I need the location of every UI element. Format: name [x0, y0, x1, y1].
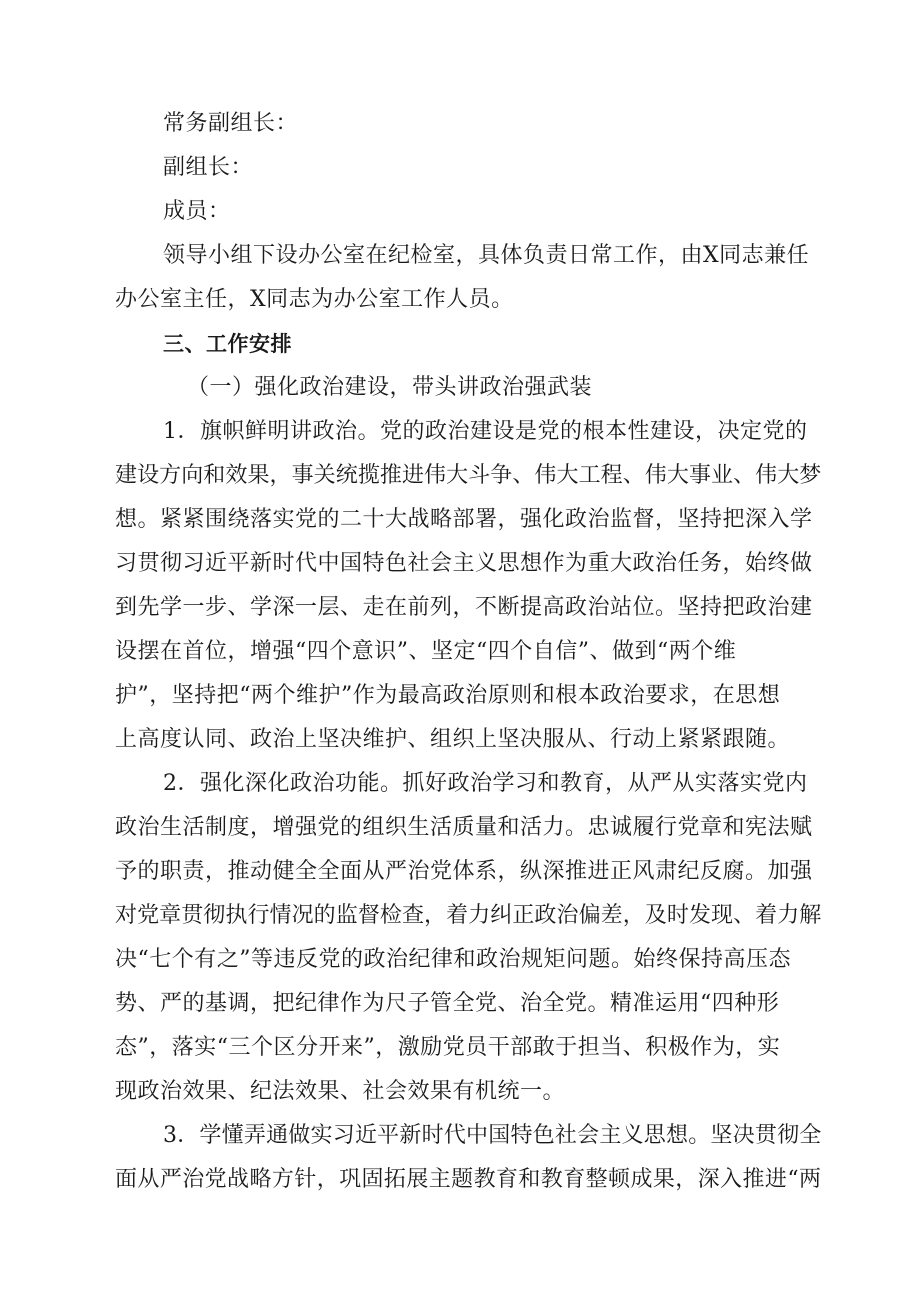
paragraph-1	[115, 410, 823, 762]
paragraph-line: 领导小组下设办公室在纪检室，具体负责日常工作，由X同志兼任	[163, 243, 810, 268]
paragraph-line: 2．强化深化政治功能。抓好政治学习和教育，从严从实落实党内	[163, 771, 808, 796]
paragraph-line: 政治生活制度，增强党的组织生活质量和活力。忠诚履行党章和宪法赋	[115, 815, 813, 840]
paragraph-3	[115, 1114, 823, 1202]
paragraph-line: 上高度认同、政治上坚决维护、组织上坚决服从、行动上紧紧跟随。	[115, 727, 791, 752]
paragraph-line: 3．学懂弄通做实习近平新时代中国特色社会主义思想。坚决贯彻全	[163, 1123, 822, 1148]
paragraph-line: 势、严的基调，把纪律作为尺子管全党、治全党。精准运用“四种形	[115, 991, 780, 1016]
paragraph-line: 设摆在首位，增强“四个意识”、坚定“四个自信”、做到“两个维	[115, 639, 737, 664]
paragraph-line: 面从严治党战略方针，巩固拓展主题教育和教育整顿成果，深入推进“两	[115, 1167, 822, 1192]
office-paragraph	[115, 234, 823, 322]
paragraph-line: 对党章贯彻执行情况的监督检查，着力纠正政治偏差，及时发现、着力解	[115, 903, 822, 928]
paragraph-line: 决“七个有之”等违反党的政治纪律和政治规矩问题。始终保持高压态	[115, 947, 791, 972]
vice-leader-executive-line: 常务副组长：	[163, 111, 299, 136]
members-line: 成员：	[163, 199, 231, 224]
paragraph-line: 1．旗帜鲜明讲政治。党的政治建设是党的根本性建设，决定党的	[163, 419, 808, 444]
paragraph-line: 现政治效果、纪法效果、社会效果有机统一。	[115, 1079, 566, 1104]
vice-leader-line: 副组长：	[163, 155, 254, 180]
sub-heading: （一）强化政治建设，带头讲政治强武装	[187, 375, 593, 400]
paragraph-line: 予的职责，推动健全全面从严治党体系，纵深推进正风肃纪反腐。加强	[115, 859, 813, 884]
paragraph-line: 想。紧紧围绕落实党的二十大战略部署，强化政治监督，坚持把深入学	[115, 507, 813, 532]
paragraph-line: 办公室主任，X同志为办公室工作人员。	[115, 287, 514, 312]
paragraph-line: 态”，落实“三个区分开来”，激励党员干部敢于担当、积极作为，实	[115, 1035, 781, 1060]
paragraph-line: 护”，坚持把“两个维护”作为最高政治原则和根本政治要求，在思想	[115, 683, 781, 708]
paragraph-line: 到先学一步、学深一层、走在前列，不断提高政治站位。坚持把政治建	[115, 595, 813, 620]
section-heading: 三、工作安排	[163, 332, 292, 356]
paragraph-line: 习贯彻习近平新时代中国特色社会主义思想作为重大政治任务，始终做	[115, 551, 813, 576]
paragraph-line: 建设方向和效果，事关统揽推进伟大斗争、伟大工程、伟大事业、伟大梦	[115, 463, 822, 488]
paragraph-2	[115, 762, 823, 1114]
document-body	[115, 102, 823, 1202]
